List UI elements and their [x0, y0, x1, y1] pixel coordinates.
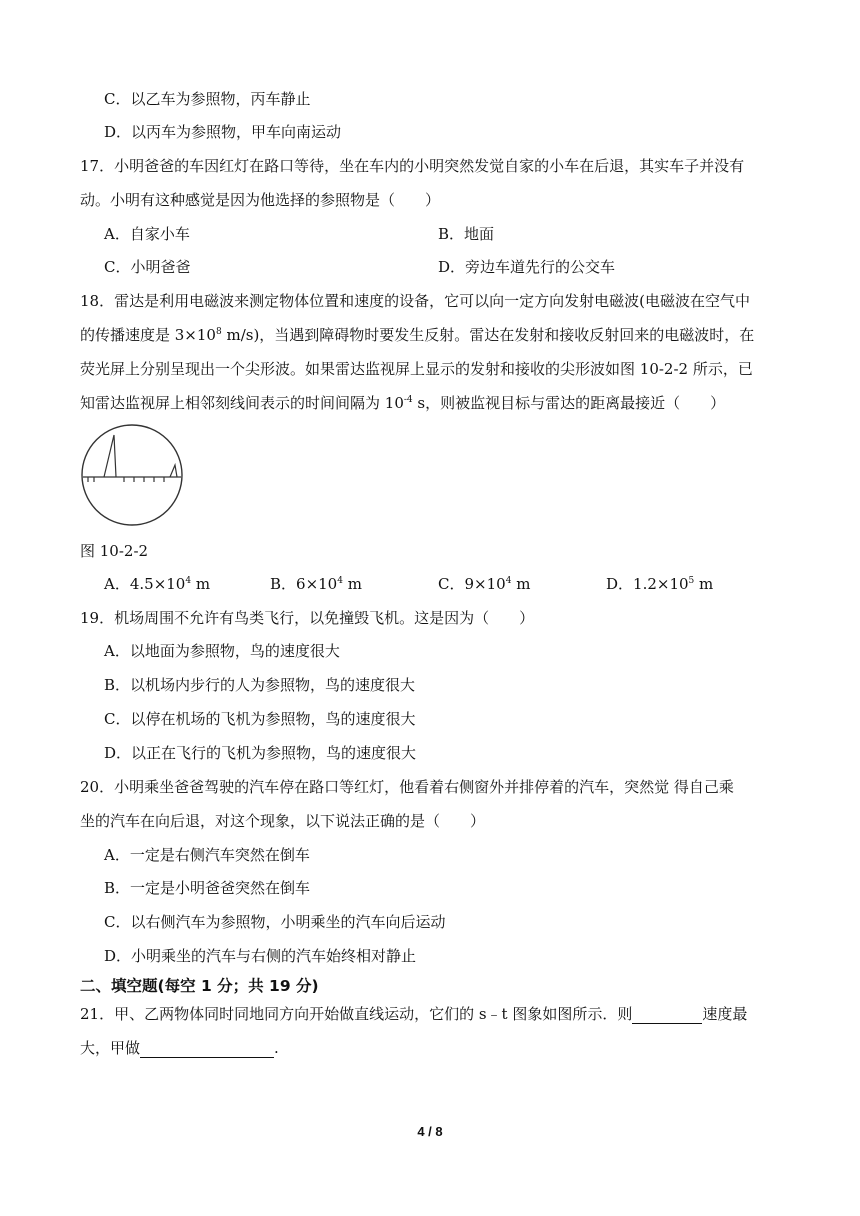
- q20-option-b: B．一定是小明爸爸突然在倒车: [104, 879, 311, 897]
- q17-option-a: A．自家小车: [104, 225, 190, 243]
- figure-caption: 图 10-2-2: [80, 542, 149, 560]
- q16-option-d: D．以丙车为参照物，甲车向南运动: [104, 123, 342, 141]
- q18-option-b: B．$6\times 10^4$ m: [270, 575, 362, 593]
- q19-option-a: A．以地面为参照物，鸟的速度很大: [104, 642, 340, 660]
- q16-option-c: C．以乙车为参照物，丙车静止: [104, 90, 311, 108]
- section-title: 二、填空题(每空 1 分；共 19 分): [80, 977, 319, 995]
- q20-option-d: D．小明乘坐的汽车与右侧的汽车始终相对静止: [104, 947, 417, 965]
- q18-stem-line2: 的传播速度是 $3\times 10^8$ m/s)，当遇到障碍物时要发生反射。雷达在发射和接收反射回来的电磁波时，在: [80, 326, 755, 344]
- q17-option-c: C．小明爸爸: [104, 258, 191, 276]
- q17-stem-line1: 17．小明爸爸的车因红灯在路口等待，坐在车内的小明突然发觉自家的小车在后退，其实车子并没有: [80, 157, 745, 175]
- q20-option-a: A．一定是右侧汽车突然在倒车: [104, 846, 310, 864]
- q18-stem-line3: 荧光屏上分别呈现出一个尖形波。如果雷达监视屏上显示的发射和接收的尖形波如图 10-2-2 所示，已: [80, 360, 753, 378]
- q18-stem-line1: 18．雷达是利用电磁波来测定物体位置和速度的设备，它可以向一定方向发射电磁波(电磁波在空气中: [80, 292, 750, 310]
- q19-stem-line1: 19．机场周围不允许有鸟类飞行，以免撞毁飞机。这是因为（ ）: [80, 609, 535, 627]
- q21-stem-line1: 21．甲、乙两物体同时同地同方向开始做直线运动，它们的 s﹣t 图象如图所示．则 速度最: [80, 1005, 748, 1023]
- q18-option-d: D．$1.2\times 10^5$ m: [606, 575, 714, 593]
- question-number: 21: [80, 1005, 100, 1023]
- page-number: 4 / 8: [417, 1124, 443, 1139]
- question-number: 19: [80, 609, 100, 627]
- question-number: 18: [80, 292, 100, 310]
- q18-stem-line4: 知雷达监视屏上相邻刻线间表示的时间间隔为 $10^{-4}$ s，则被监视目标与雷达的距离最接近（ ）: [80, 394, 726, 412]
- q20-stem-line1: 20．小明乘坐爸爸驾驶的汽车停在路口等红灯，他看着右侧窗外并排停着的汽车，突然觉 得自己乘: [80, 778, 734, 796]
- radar-screen-figure: [80, 423, 184, 527]
- q19-option-d: D．以正在飞行的飞机为参照物，鸟的速度很大: [104, 744, 417, 762]
- q17-option-b: B．地面: [438, 225, 495, 243]
- q21-stem-line2: 大，甲做 .: [80, 1039, 279, 1057]
- answer-blank-2[interactable]: [140, 1041, 274, 1058]
- q20-stem-line2: 坐的汽车在向后退，对这个现象，以下说法正确的是（ ）: [80, 812, 486, 830]
- question-number: 20: [80, 778, 100, 796]
- q18-option-a: A．$4.5\times 10^4$ m: [104, 575, 211, 593]
- q17-stem-line2: 动。小明有这种感觉是因为他选择的参照物是（ ）: [80, 191, 441, 209]
- answer-blank-1[interactable]: [632, 1007, 702, 1024]
- q19-option-c: C．以停在机场的飞机为参照物，鸟的速度很大: [104, 710, 416, 728]
- question-number: 17: [80, 157, 100, 175]
- q20-option-c: C．以右侧汽车为参照物，小明乘坐的汽车向后运动: [104, 913, 446, 931]
- q18-option-c: C．$9\times 10^4$ m: [438, 575, 531, 593]
- q17-option-d: D．旁边车道先行的公交车: [438, 258, 616, 276]
- q19-option-b: B．以机场内步行的人为参照物，鸟的速度很大: [104, 676, 416, 694]
